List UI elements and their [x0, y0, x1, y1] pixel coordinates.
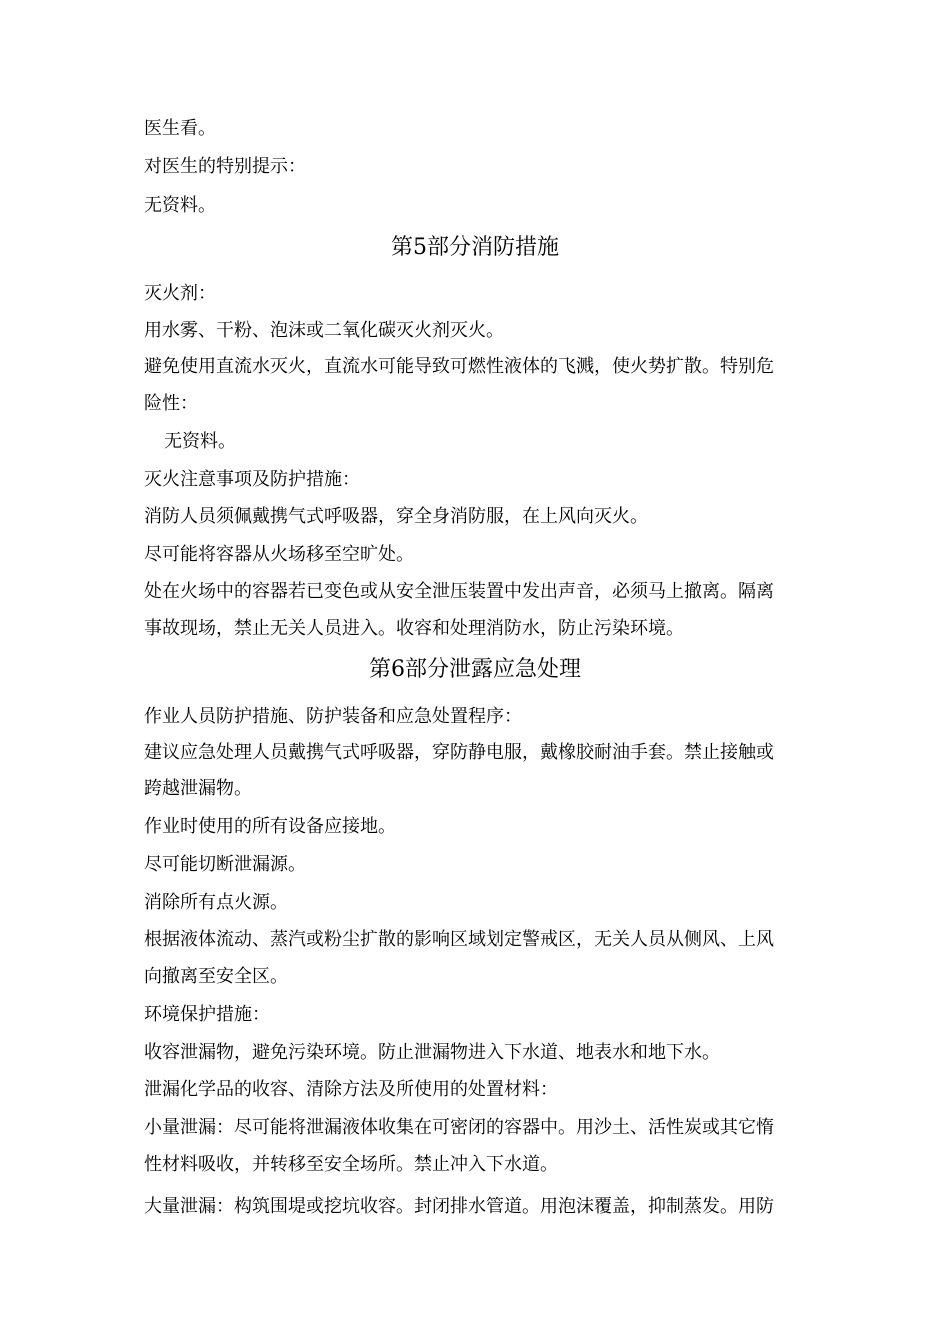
section-heading-5: 第5部分消防措施 — [391, 235, 559, 260]
text-line: 泄漏化学品的收容、清除方法及所使用的处置材料： — [144, 1079, 558, 1100]
text-line: 尽可能切断泄漏源。 — [144, 854, 306, 875]
text-line: 消防人员须佩戴携气式呼吸器，穿全身消防服，在上风向灭火。 — [144, 506, 648, 527]
text-line: 消除所有点火源。 — [144, 892, 288, 913]
text-line: 收容泄漏物，避免污染环境。防止泄漏物进入下水道、地表水和地下水。 — [144, 1042, 720, 1063]
text-line: 环境保护措施： — [144, 1004, 270, 1025]
text-line: 向撤离至安全区。 — [144, 966, 288, 987]
text-line: 尽可能将容器从火场移至空旷处。 — [144, 544, 414, 565]
text-line: 性材料吸收，并转移至安全场所。禁止冲入下水道。 — [144, 1154, 558, 1175]
text-line: 处在火场中的容器若已变色或从安全泄压装置中发出声音，必须马上撤离。隔离 — [144, 581, 774, 602]
text-line: 无资料。 — [164, 431, 236, 452]
text-line: 根据液体流动、蒸汽或粉尘扩散的影响区域划定警戒区，无关人员从侧风、上风 — [144, 929, 774, 950]
section-heading-6: 第6部分泄露应急处理 — [369, 657, 581, 682]
text-line: 险性： — [144, 393, 198, 414]
text-line: 大量泄漏：构筑围堤或挖坑收容。封闭排水管道。用泡沫覆盖，抑制蒸发。用防 — [144, 1196, 774, 1217]
text-line: 对医生的特别提示： — [144, 156, 306, 177]
text-line: 事故现场，禁止无关人员进入。收容和处理消防水，防止污染环境。 — [144, 618, 684, 639]
text-line: 跨越泄漏物。 — [144, 778, 252, 799]
text-line: 用水雾、干粉、泡沫或二氧化碳灭火剂灭火。 — [144, 320, 504, 341]
text-line: 建议应急处理人员戴携气式呼吸器，穿防静电服，戴橡胶耐油手套。禁止接触或 — [144, 742, 774, 763]
text-line: 灭火注意事项及防护措施： — [144, 469, 360, 490]
text-line: 小量泄漏：尽可能将泄漏液体收集在可密闭的容器中。用沙土、活性炭或其它惰 — [144, 1117, 774, 1138]
text-line: 作业人员防护措施、防护装备和应急处置程序： — [144, 706, 522, 727]
text-line: 无资料。 — [144, 195, 216, 216]
text-line: 作业时使用的所有设备应接地。 — [144, 816, 396, 837]
text-line: 医生看。 — [144, 118, 216, 139]
text-line: 避免使用直流水灭火，直流水可能导致可燃性液体的飞溅，使火势扩散。特别危 — [144, 356, 774, 377]
text-line: 灭火剂： — [144, 283, 216, 304]
